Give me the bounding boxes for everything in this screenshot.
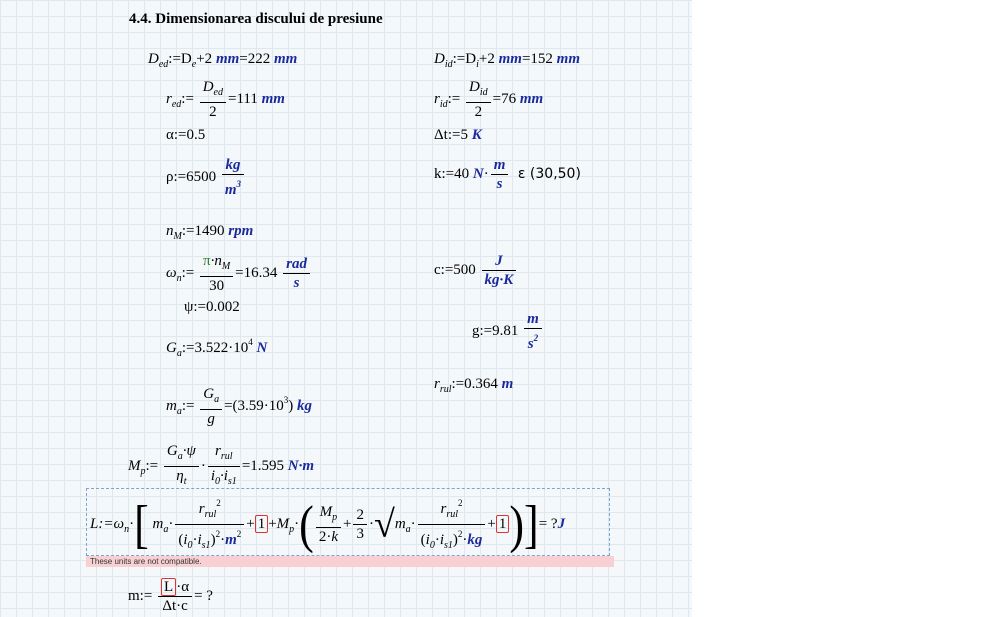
eq-omega-n[interactable]: $\omega_n:=$ $\frac{\pi\cdot n_M}{30}$ =16.34 $\frac{\text{rad}}{s}$ [166, 252, 312, 295]
fraction: $\frac{G_a}{g}$ [200, 385, 222, 428]
fraction: $\frac{G_a\cdot\psi}{\eta_t}$ [164, 442, 199, 491]
eq-l[interactable]: $L:=\omega_n\cdot$[ $m_a\cdot$ $\frac{r_{rul}^2}{(i_0\cdot i_{s1})^2\cdot m^2}$ + $1 +M_p\cdot$( $\frac{M_p}{2\cdot k}$ + $\frac{2}{3}$ $\cdot√m_a\cdot$ $\frac{r_{rul}^2}{(i_0\cdot i_{s1})^2\cdot kg}$ + 1)]= ?J [90, 494, 566, 554]
fraction: $\frac{D_{id}}{2}$ [466, 78, 491, 121]
error-operand[interactable]: L [161, 578, 176, 596]
bracket-open: [ [134, 494, 149, 554]
unit-fraction: $\frac{m}{s^2}$ [524, 310, 542, 353]
unit-fraction: $\frac{J}{kg\cdot K}$ [482, 252, 517, 289]
eq-n-m[interactable]: $n_M:=1490$ rpm [166, 223, 254, 242]
eq-k[interactable]: k:=40 N· $\frac{m}{s}$ ε (30,50) [434, 157, 581, 192]
fraction: $\frac{M_p}{2\cdot k}$ [316, 503, 341, 546]
eq-g[interactable]: g:=9.81 $\frac{m}{s^2}$ [472, 310, 544, 353]
fraction: $\frac{r_{rul}^2}{(i_0\cdot i_{s1})^2\cdot m^2}$ [175, 494, 244, 555]
fraction: $\frac{r_{rul}^2}{(i_0\cdot i_{s1})^2\cdot kg}$ [418, 494, 486, 555]
eq-m-a[interactable]: $m_a:=$ $\frac{G_a}{g}$ $=(3.59\cdot 10^3)$ kg [166, 386, 313, 427]
bracket-close: )] [509, 494, 539, 554]
eq-c[interactable]: c:=500 $\frac{J}{kg\cdot K}$ [434, 252, 518, 289]
fraction: $\frac{2}{3}$ [353, 506, 367, 543]
eq-d-ed[interactable]: $D_{ed}:=D_e+2$ mm=222 mm [148, 51, 298, 70]
eq-delta-t[interactable]: Δt:=5 K [434, 127, 482, 143]
eq-m-p[interactable]: $M_p:=$ $\frac{G_a\cdot\psi}{\eta_t}$ · $\frac{r_{rul}}{i_0\cdot i_{s1}}$ =1.595 N·m [128, 442, 314, 491]
error-operand[interactable]: 1 [496, 515, 510, 533]
eq-alpha[interactable]: α:=0.5 [166, 127, 206, 143]
unit-fraction: $\frac{m}{s}$ [491, 156, 509, 193]
section-heading: 4.4. Dimensionarea discului de presiune [129, 11, 383, 27]
sqrt-symbol: √ [373, 503, 395, 546]
eq-g-a[interactable]: $G_a:=3.522\cdot 10^4$ N [166, 337, 268, 359]
blank-area [692, 0, 998, 617]
fraction: $\frac{r_{rul}}{i_0\cdot i_{s1}}$ [208, 442, 240, 491]
eq-d-id[interactable]: $D_{id}:=D_i+2$ mm=152 mm [434, 51, 580, 70]
unit-fraction: $\frac{kg}{m^3}$ [222, 156, 244, 199]
eq-r-rul[interactable]: $r_{rul}:=0.364$ m [434, 376, 514, 395]
paren-open: ( [299, 494, 314, 554]
fraction: $\frac{\pi\cdot n_M}{30}$ [200, 252, 233, 295]
eq-r-ed[interactable]: $r_{ed}:=$ $\frac{D_{ed}}{2}$ =111 mm [166, 79, 285, 120]
unit-fraction: $\frac{\text{rad}}{s}$ [283, 255, 310, 292]
fraction: $\frac{L \cdot\alpha}{\Delta t\cdot c}$ [158, 578, 192, 615]
eq-rho[interactable]: ρ:=6500 $\frac{kg}{m^3}$ [166, 156, 246, 199]
fraction: $\frac{D_{ed}}{2}$ [200, 78, 226, 121]
error-operand[interactable]: 1 [255, 515, 269, 533]
eq-r-id[interactable]: $r_{id}:=$ $\frac{D_{id}}{2}$ =76 mm [434, 79, 544, 120]
eq-m[interactable]: m:= $\frac{L \cdot\alpha}{\Delta t\cdot c}$ = ? [128, 579, 213, 614]
error-message: These units are not compatible. [86, 556, 614, 567]
eq-psi[interactable]: ψ:=0.002 [184, 299, 240, 315]
